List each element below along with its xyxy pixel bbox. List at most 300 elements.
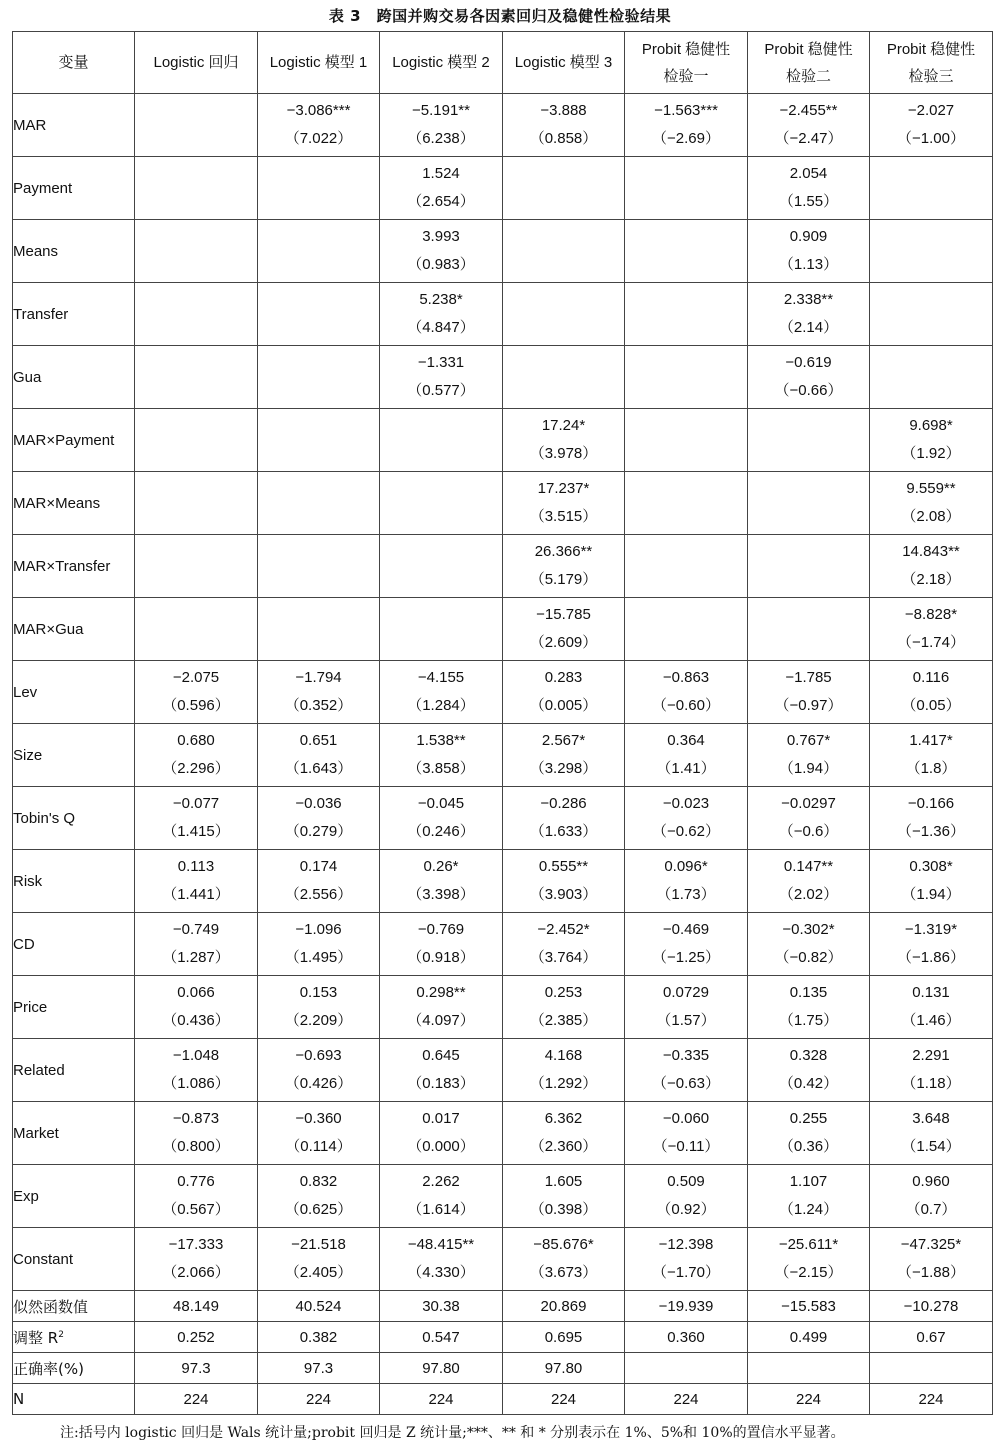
table-cell <box>870 1102 993 1165</box>
table-row <box>13 346 993 409</box>
row-label: Price <box>13 976 135 1039</box>
table-cell <box>258 976 380 1039</box>
summary-value: 0.547 <box>380 1322 503 1353</box>
test-statistic: （4.330） <box>407 1264 475 1281</box>
table-cell <box>258 598 380 661</box>
summary-value: 0.499 <box>748 1322 870 1353</box>
table-cell <box>870 1228 993 1291</box>
test-statistic: （0.279） <box>284 823 353 840</box>
coefficient: 1.605 <box>544 1173 583 1190</box>
column-header: Logistic 模型 2 <box>380 32 503 94</box>
table-cell <box>380 535 503 598</box>
table-cell <box>135 535 258 598</box>
table-cell <box>135 94 258 157</box>
table-row <box>13 94 993 157</box>
table-cell <box>258 409 380 472</box>
table-cell <box>380 220 503 283</box>
coefficient: −8.828* <box>904 606 958 623</box>
table-cell <box>380 787 503 850</box>
table-cell <box>380 1102 503 1165</box>
test-statistic: （1.643） <box>284 760 353 777</box>
table-cell <box>258 1039 380 1102</box>
regression-results-table <box>12 31 993 1415</box>
test-statistic: （0.436） <box>162 1012 230 1029</box>
summary-value: 224 <box>258 1384 380 1415</box>
table-cell <box>625 913 748 976</box>
test-statistic: （−0.63） <box>652 1075 720 1092</box>
table-cell <box>870 1165 993 1228</box>
table-cell <box>748 472 870 535</box>
coefficient: 1.524 <box>422 165 460 182</box>
summary-value: 97.3 <box>135 1353 258 1384</box>
table-row <box>13 535 993 598</box>
row-label: Market <box>13 1102 135 1165</box>
table-cell <box>380 472 503 535</box>
coefficient: −0.749 <box>172 921 220 938</box>
summary-value: 0.382 <box>258 1322 380 1353</box>
test-statistic: （2.385） <box>529 1012 598 1029</box>
row-label: N <box>13 1384 135 1415</box>
coefficient: 0.153 <box>299 984 338 1001</box>
row-label: MAR×Payment <box>13 409 135 472</box>
test-statistic: （−0.82） <box>774 949 843 966</box>
table-cell <box>748 1039 870 1102</box>
summary-value: 224 <box>135 1384 258 1415</box>
test-statistic: （2.556） <box>284 886 353 903</box>
coefficient: −1.048 <box>172 1047 220 1064</box>
table-cell <box>258 283 380 346</box>
table-cell <box>625 1039 748 1102</box>
test-statistic: （0.114） <box>285 1138 352 1155</box>
row-label: Tobin's Q <box>13 787 135 850</box>
summary-value: 0.252 <box>135 1322 258 1353</box>
table-row <box>13 850 993 913</box>
table-cell <box>258 1165 380 1228</box>
test-statistic: （2.405） <box>284 1264 353 1281</box>
table-cell <box>870 409 993 472</box>
test-statistic: （3.398） <box>407 886 475 903</box>
table-cell <box>748 1102 870 1165</box>
coefficient: −0.286 <box>540 795 587 812</box>
coefficient: 4.168 <box>544 1047 583 1064</box>
test-statistic: （2.296） <box>162 760 230 777</box>
summary-value: −10.278 <box>870 1291 993 1322</box>
test-statistic: （1.086） <box>162 1075 230 1092</box>
test-statistic: （7.022） <box>284 130 353 147</box>
test-statistic: （−2.47） <box>774 130 843 147</box>
summary-value: 40.524 <box>258 1291 380 1322</box>
table-cell <box>258 94 380 157</box>
summary-value <box>870 1353 993 1384</box>
table-row <box>13 283 993 346</box>
summary-row <box>13 1353 993 1384</box>
test-statistic: （0.352） <box>284 697 353 714</box>
table-cell <box>748 787 870 850</box>
table-cell <box>625 1228 748 1291</box>
table-cell <box>258 1228 380 1291</box>
test-statistic: （3.903） <box>529 886 598 903</box>
table-cell <box>748 724 870 787</box>
coefficient: 2.054 <box>789 165 828 182</box>
test-statistic: （0.426） <box>284 1075 353 1092</box>
table-cell <box>503 94 625 157</box>
summary-value: 97.80 <box>380 1353 503 1384</box>
test-statistic: （−0.11） <box>652 1138 720 1155</box>
coefficient: −0.693 <box>295 1047 342 1064</box>
coefficient: −1.319* <box>904 921 958 938</box>
row-label: MAR×Means <box>13 472 135 535</box>
table-title: 表 3 跨国并购交易各因素回归及稳健性检验结果 <box>328 7 672 25</box>
coefficient: −2.027 <box>907 102 955 119</box>
summary-value: 20.869 <box>503 1291 625 1322</box>
coefficient: 1.107 <box>789 1173 828 1190</box>
test-statistic: （3.858） <box>407 760 475 777</box>
summary-value: 0.67 <box>870 1322 993 1353</box>
test-statistic: （1.495） <box>284 949 353 966</box>
test-statistic: （1.24） <box>778 1201 839 1218</box>
test-statistic: （−0.97） <box>774 697 843 714</box>
table-cell <box>625 787 748 850</box>
test-statistic: （1.94） <box>901 886 961 903</box>
table-row <box>13 661 993 724</box>
table-cell <box>135 976 258 1039</box>
test-statistic: （0.246） <box>407 823 475 840</box>
coefficient: −47.325* <box>900 1236 962 1253</box>
test-statistic: （1.41） <box>656 760 716 777</box>
test-statistic: （1.633） <box>529 823 598 840</box>
test-statistic: （0.983） <box>407 256 475 273</box>
coefficient: 0.909 <box>789 228 828 245</box>
test-statistic: （3.673） <box>529 1264 598 1281</box>
table-cell <box>870 598 993 661</box>
test-statistic: （2.08） <box>901 508 961 525</box>
column-header: Probit 稳健性 检验一 <box>625 32 748 94</box>
coefficient: 0.364 <box>667 732 705 749</box>
table-cell <box>380 346 503 409</box>
row-label: MAR <box>13 94 135 157</box>
table-cell <box>503 1228 625 1291</box>
coefficient: −85.676* <box>533 1236 594 1253</box>
coefficient: 0.651 <box>299 732 338 749</box>
row-label: Payment <box>13 157 135 220</box>
table-cell <box>135 1228 258 1291</box>
coefficient: 5.238* <box>419 291 463 308</box>
table-cell <box>380 1228 503 1291</box>
coefficient: 14.843** <box>902 543 960 560</box>
test-statistic: （4.097） <box>407 1012 475 1029</box>
table-cell <box>380 661 503 724</box>
test-statistic: （2.066） <box>162 1264 230 1281</box>
test-statistic: （1.46） <box>901 1012 961 1029</box>
table-header-row <box>13 32 993 94</box>
summary-value: 0.360 <box>625 1322 748 1353</box>
summary-value: −19.939 <box>625 1291 748 1322</box>
coefficient: −1.794 <box>295 669 342 686</box>
coefficient: −0.469 <box>662 921 710 938</box>
test-statistic: （3.764） <box>529 949 598 966</box>
table-cell <box>625 1102 748 1165</box>
coefficient: 0.283 <box>544 669 583 686</box>
summary-value: 224 <box>748 1384 870 1415</box>
table-cell <box>625 220 748 283</box>
test-statistic: （0.398） <box>529 1201 598 1218</box>
table-cell <box>748 157 870 220</box>
table-cell <box>625 283 748 346</box>
table-cell <box>380 94 503 157</box>
test-statistic: （0.183） <box>407 1075 475 1092</box>
summary-row <box>13 1291 993 1322</box>
row-label: Related <box>13 1039 135 1102</box>
table-cell <box>503 598 625 661</box>
coefficient: 0.645 <box>422 1047 460 1064</box>
test-statistic: （2.18） <box>901 571 961 588</box>
test-statistic: （4.847） <box>407 319 475 336</box>
coefficient: 0.253 <box>544 984 583 1001</box>
coefficient: −15.785 <box>536 606 591 623</box>
coefficient: 0.174 <box>299 858 338 875</box>
table-row <box>13 976 993 1039</box>
test-statistic: （3.515） <box>529 508 598 525</box>
row-label: Transfer <box>13 283 135 346</box>
test-statistic: （0.36） <box>778 1138 839 1155</box>
row-label: 正确率(%) <box>13 1353 135 1384</box>
summary-value: 97.80 <box>503 1353 625 1384</box>
table-row <box>13 1039 993 1102</box>
table-cell <box>503 724 625 787</box>
table-cell <box>503 157 625 220</box>
test-statistic: （−0.6） <box>778 823 839 840</box>
table-cell <box>380 1039 503 1102</box>
coefficient: −48.415** <box>407 1236 475 1253</box>
table-row <box>13 1165 993 1228</box>
table-row <box>13 724 993 787</box>
table-cell <box>380 157 503 220</box>
test-statistic: （3.298） <box>529 760 598 777</box>
row-label: Size <box>13 724 135 787</box>
coefficient: 0.767* <box>786 732 831 749</box>
table-cell <box>870 787 993 850</box>
table-cell <box>380 976 503 1039</box>
table-cell <box>870 913 993 976</box>
coefficient: 0.555** <box>538 858 589 875</box>
table-cell <box>870 472 993 535</box>
table-cell <box>625 472 748 535</box>
table-cell <box>748 850 870 913</box>
test-statistic: （2.609） <box>529 634 598 651</box>
coefficient: −2.075 <box>172 669 220 686</box>
coefficient: 2.567* <box>541 732 586 749</box>
test-statistic: （2.360） <box>529 1138 598 1155</box>
row-label: Lev <box>13 661 135 724</box>
test-statistic: （0.800） <box>162 1138 230 1155</box>
test-statistic: （1.18） <box>901 1075 961 1092</box>
table-cell <box>870 1039 993 1102</box>
coefficient: 2.262 <box>422 1173 460 1190</box>
table-cell <box>503 787 625 850</box>
table-cell <box>870 850 993 913</box>
table-row <box>13 913 993 976</box>
row-label: 调整 $R^2$ <box>13 1322 135 1353</box>
coefficient: −4.155 <box>417 669 465 686</box>
table-cell <box>135 787 258 850</box>
test-statistic: （1.441） <box>162 886 230 903</box>
coefficient: −0.302* <box>782 921 835 938</box>
table-cell <box>625 94 748 157</box>
table-cell <box>135 1102 258 1165</box>
table-cell <box>748 346 870 409</box>
table-cell <box>503 661 625 724</box>
coefficient: −1.785 <box>785 669 832 686</box>
coefficient: −0.060 <box>662 1110 710 1127</box>
table-cell <box>135 472 258 535</box>
coefficient: 0.255 <box>789 1110 828 1127</box>
table-cell <box>748 409 870 472</box>
coefficient: −0.077 <box>172 795 220 812</box>
table-cell <box>625 598 748 661</box>
table-cell <box>625 409 748 472</box>
table-cell <box>135 661 258 724</box>
table-cell <box>503 913 625 976</box>
coefficient: 0.131 <box>912 984 950 1001</box>
table-cell <box>503 283 625 346</box>
test-statistic: （−1.00） <box>897 130 965 147</box>
coefficient: 0.113 <box>177 858 215 875</box>
test-statistic: （0.005） <box>529 697 598 714</box>
table-cell <box>748 1228 870 1291</box>
table-cell <box>258 787 380 850</box>
table-cell <box>870 661 993 724</box>
summary-value <box>748 1353 870 1384</box>
test-statistic: （−0.62） <box>652 823 720 840</box>
coefficient: 0.960 <box>912 1173 950 1190</box>
test-statistic: （2.14） <box>778 319 839 336</box>
table-cell <box>625 346 748 409</box>
test-statistic: （1.415） <box>162 823 230 840</box>
row-label: Exp <box>13 1165 135 1228</box>
column-header: Logistic 模型 1 <box>258 32 380 94</box>
test-statistic: （0.92） <box>656 1201 716 1218</box>
table-cell <box>380 409 503 472</box>
coefficient: −1.563*** <box>654 102 718 119</box>
table-cell <box>135 157 258 220</box>
table-cell <box>503 976 625 1039</box>
coefficient: 17.237* <box>537 480 590 497</box>
coefficient: 0.298** <box>416 984 466 1001</box>
coefficient: 0.066 <box>177 984 215 1001</box>
table-cell <box>748 661 870 724</box>
coefficient: 9.559** <box>906 480 956 497</box>
test-statistic: （1.55） <box>778 193 839 210</box>
coefficient: −3.086*** <box>286 102 351 119</box>
table-cell <box>625 535 748 598</box>
coefficient: 1.538** <box>416 732 466 749</box>
row-label: Risk <box>13 850 135 913</box>
table-cell <box>870 94 993 157</box>
test-statistic: （5.179） <box>529 571 598 588</box>
table-cell <box>503 1165 625 1228</box>
test-statistic: （0.42） <box>778 1075 839 1092</box>
table-cell <box>870 346 993 409</box>
table-row <box>13 598 993 661</box>
test-statistic: （−0.60） <box>652 697 720 714</box>
summary-value <box>625 1353 748 1384</box>
table-cell <box>258 661 380 724</box>
table-cell <box>380 913 503 976</box>
coefficient: −5.191** <box>412 102 470 119</box>
table-cell <box>135 220 258 283</box>
test-statistic: （0.577） <box>407 382 475 399</box>
coefficient: 0.680 <box>177 732 215 749</box>
test-statistic: （6.238） <box>407 130 475 147</box>
summary-value: −15.583 <box>748 1291 870 1322</box>
coefficient: 0.147** <box>783 858 834 875</box>
test-statistic: （1.75） <box>778 1012 839 1029</box>
coefficient: −17.333 <box>168 1236 224 1253</box>
test-statistic: （1.92） <box>901 445 961 462</box>
coefficient: −0.873 <box>172 1110 220 1127</box>
test-statistic: （0.7） <box>905 1201 957 1218</box>
row-label: MAR×Transfer <box>13 535 135 598</box>
test-statistic: （2.209） <box>284 1012 353 1029</box>
coefficient: 3.648 <box>912 1110 950 1127</box>
coefficient: 0.135 <box>789 984 828 1001</box>
coefficient: 0.017 <box>422 1110 460 1127</box>
coefficient: −3.888 <box>540 102 587 119</box>
table-cell <box>748 913 870 976</box>
coefficient: 0.116 <box>912 669 950 686</box>
coefficient: 6.362 <box>544 1110 583 1127</box>
table-cell <box>135 850 258 913</box>
table-cell <box>135 1039 258 1102</box>
coefficient: 0.0729 <box>663 984 709 1001</box>
table-cell <box>380 283 503 346</box>
table-cell <box>503 409 625 472</box>
coefficient: −0.360 <box>295 1110 342 1127</box>
table-cell <box>135 598 258 661</box>
summary-value: 30.38 <box>380 1291 503 1322</box>
table-cell <box>258 913 380 976</box>
coefficient: −0.335 <box>662 1047 710 1064</box>
column-header: Probit 稳健性 检验三 <box>870 32 993 94</box>
summary-value: 224 <box>625 1384 748 1415</box>
summary-value: 224 <box>870 1384 993 1415</box>
table-cell <box>870 157 993 220</box>
table-cell <box>870 724 993 787</box>
summary-value: 224 <box>380 1384 503 1415</box>
table-cell <box>748 976 870 1039</box>
test-statistic: （1.94） <box>778 760 839 777</box>
table-cell <box>135 283 258 346</box>
test-statistic: （1.284） <box>407 697 475 714</box>
table-cell <box>748 283 870 346</box>
test-statistic: （−2.15） <box>774 1264 843 1281</box>
table-cell <box>135 409 258 472</box>
coefficient: −2.455** <box>779 102 838 119</box>
table-row <box>13 1102 993 1165</box>
coefficient: −1.096 <box>295 921 342 938</box>
table-cell <box>380 598 503 661</box>
table-cell <box>870 220 993 283</box>
row-label: CD <box>13 913 135 976</box>
coefficient: 9.698* <box>909 417 953 434</box>
coefficient: −2.452* <box>537 921 590 938</box>
table-footnote: 注:括号内 logistic 回归是 Wals 统计量;probit 回归是 Z 统计量;***、** 和 * 分别表示在 1%、5%和 10%的置信水平显著。 <box>60 1425 845 1441</box>
coefficient: 0.328 <box>789 1047 828 1064</box>
test-statistic: （0.858） <box>529 130 598 147</box>
table-cell <box>625 1165 748 1228</box>
column-header: Logistic 模型 3 <box>503 32 625 94</box>
coefficient: −0.863 <box>662 669 710 686</box>
